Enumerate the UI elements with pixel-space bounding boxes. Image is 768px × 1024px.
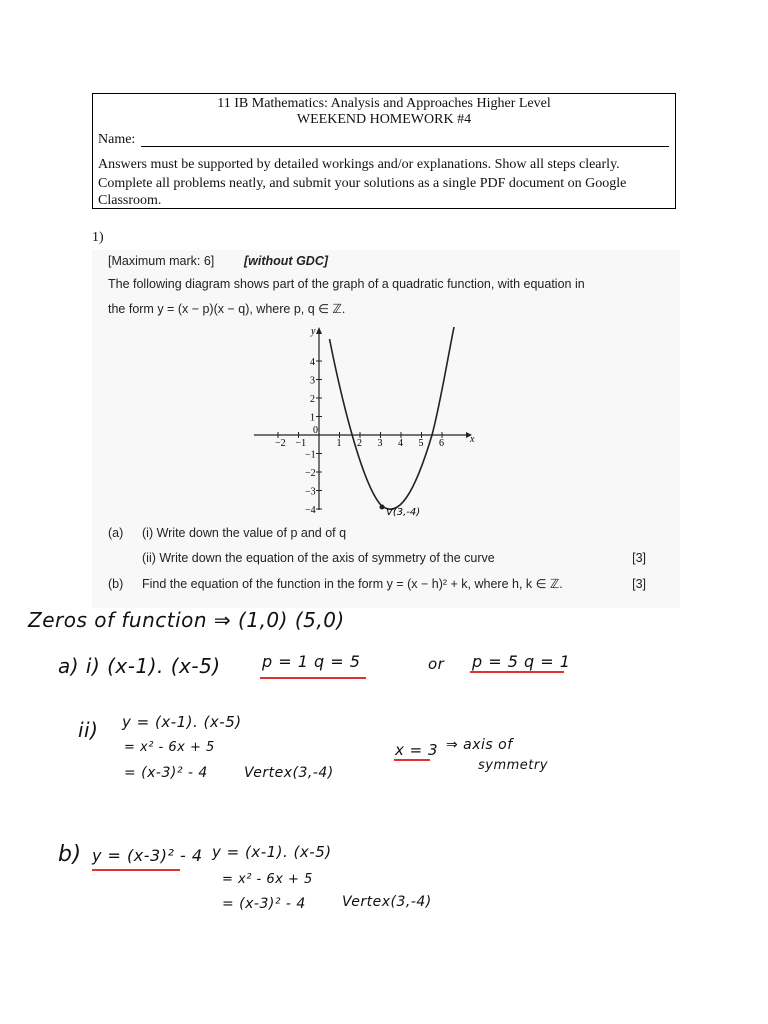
b-line-2: = x² - 6x + 5 <box>222 872 313 887</box>
axis-note-2: symmetry <box>478 758 548 773</box>
y-tick-label: −4 <box>305 505 316 516</box>
gdc-note: [without GDC] <box>244 254 329 268</box>
part-a-i: (i) Write down the value of p and of q <box>142 526 347 540</box>
x-tick-label: −2 <box>275 438 286 449</box>
quadratic-graph <box>92 322 680 522</box>
x-tick-label: 2 <box>357 438 362 449</box>
parabola-curve <box>330 327 455 509</box>
x-tick-label: 1 <box>336 438 342 449</box>
a-i-answer-1-underline <box>260 677 366 679</box>
question-panel <box>92 250 680 608</box>
x-tick-label: 4 <box>398 438 403 449</box>
part-b-text: Find the equation of the function in the form y = (x − h)² + k, where h, k ∈ ℤ. <box>142 577 563 591</box>
b-vertex: Vertex(3,-4) <box>342 894 432 910</box>
y-tick-label: 1 <box>310 412 315 424</box>
vertex-label: V(3,-4) <box>386 507 421 518</box>
x-tick-label: 0 <box>313 425 318 436</box>
header-box <box>92 93 676 209</box>
part-a-marks: [3] <box>632 551 646 565</box>
max-mark: [Maximum mark: 6] <box>108 254 215 268</box>
or-text: or <box>428 655 445 673</box>
name-underline <box>141 146 669 147</box>
b-line-1: y = (x-1). (x-5) <box>212 843 332 861</box>
instructions-line-2: Complete all problems neatly, and submit your solutions as a single PDF document on Google <box>98 176 627 191</box>
b-label: b) <box>58 842 82 867</box>
x-tick-label: −1 <box>295 438 307 449</box>
y-tick-label: −2 <box>305 468 316 479</box>
instructions-line-1: Answers must be supported by detailed workings and/or explanations. Show all steps clearly. <box>98 157 620 172</box>
a-i-label: a) i) (x-1). (x-5) <box>58 654 221 678</box>
b-line-3: = (x-3)² - 4 <box>222 896 306 912</box>
part-a-ii: (ii) Write down the equation of the axis of symmetry of the curve <box>142 551 495 565</box>
a-i-answer-1: p = 1 q = 5 <box>262 652 361 671</box>
x-tick-label: 5 <box>418 438 424 449</box>
y-tick-label: 4 <box>310 357 315 368</box>
homework-title: WEEKEND HOMEWORK #4 <box>296 112 472 127</box>
b-answer: y = (x-3)² - 4 <box>92 846 203 865</box>
vertex-point <box>380 505 385 510</box>
a-ii-line-1: y = (x-1). (x-5) <box>122 713 242 731</box>
a-i-answer-2: p = 5 q = 1 <box>472 652 571 671</box>
part-a-label: (a) <box>108 526 124 540</box>
part-b-marks: [3] <box>632 577 646 591</box>
a-ii-line-3: = (x-3)² - 4 <box>124 765 208 781</box>
x-tick-label: 3 <box>377 438 383 449</box>
intro-line-1: The following diagram shows part of the graph of a quadratic function, with equation in <box>108 277 585 291</box>
a-ii-vertex: Vertex(3,-4) <box>244 765 334 781</box>
axis-answer-underline <box>394 759 430 761</box>
instructions-line-3: Classroom. <box>98 193 162 208</box>
x-axis-label: x <box>470 434 475 445</box>
intro-line-2: the form y = (x − p)(x − q), where p, q ∈ ℤ. <box>108 302 346 316</box>
a-ii-line-2: = x² - 6x + 5 <box>124 740 215 755</box>
question-number: 1) <box>92 230 104 245</box>
y-tick-label: 2 <box>310 394 315 405</box>
part-b-label: (b) <box>108 577 124 591</box>
y-axis-arrow <box>316 327 322 334</box>
course-title: 11 IB Mathematics: Analysis and Approaches Higher Level <box>217 96 551 111</box>
y-axis-label: y <box>311 326 316 337</box>
b-answer-underline <box>92 869 180 871</box>
axis-note-1: ⇒ axis of <box>446 737 513 753</box>
a-i-answer-2-underline <box>470 671 564 673</box>
y-tick-label: −3 <box>305 486 316 498</box>
zeros-line: Zeros of function ⇒ (1,0) (5,0) <box>28 608 345 632</box>
axis-answer: x = 3 <box>395 741 439 759</box>
name-label: Name: <box>98 132 136 147</box>
y-tick-label: 3 <box>310 375 315 387</box>
x-tick-label: 6 <box>439 438 444 449</box>
a-ii-label: ii) <box>78 718 99 742</box>
y-tick-label: −1 <box>305 449 316 461</box>
